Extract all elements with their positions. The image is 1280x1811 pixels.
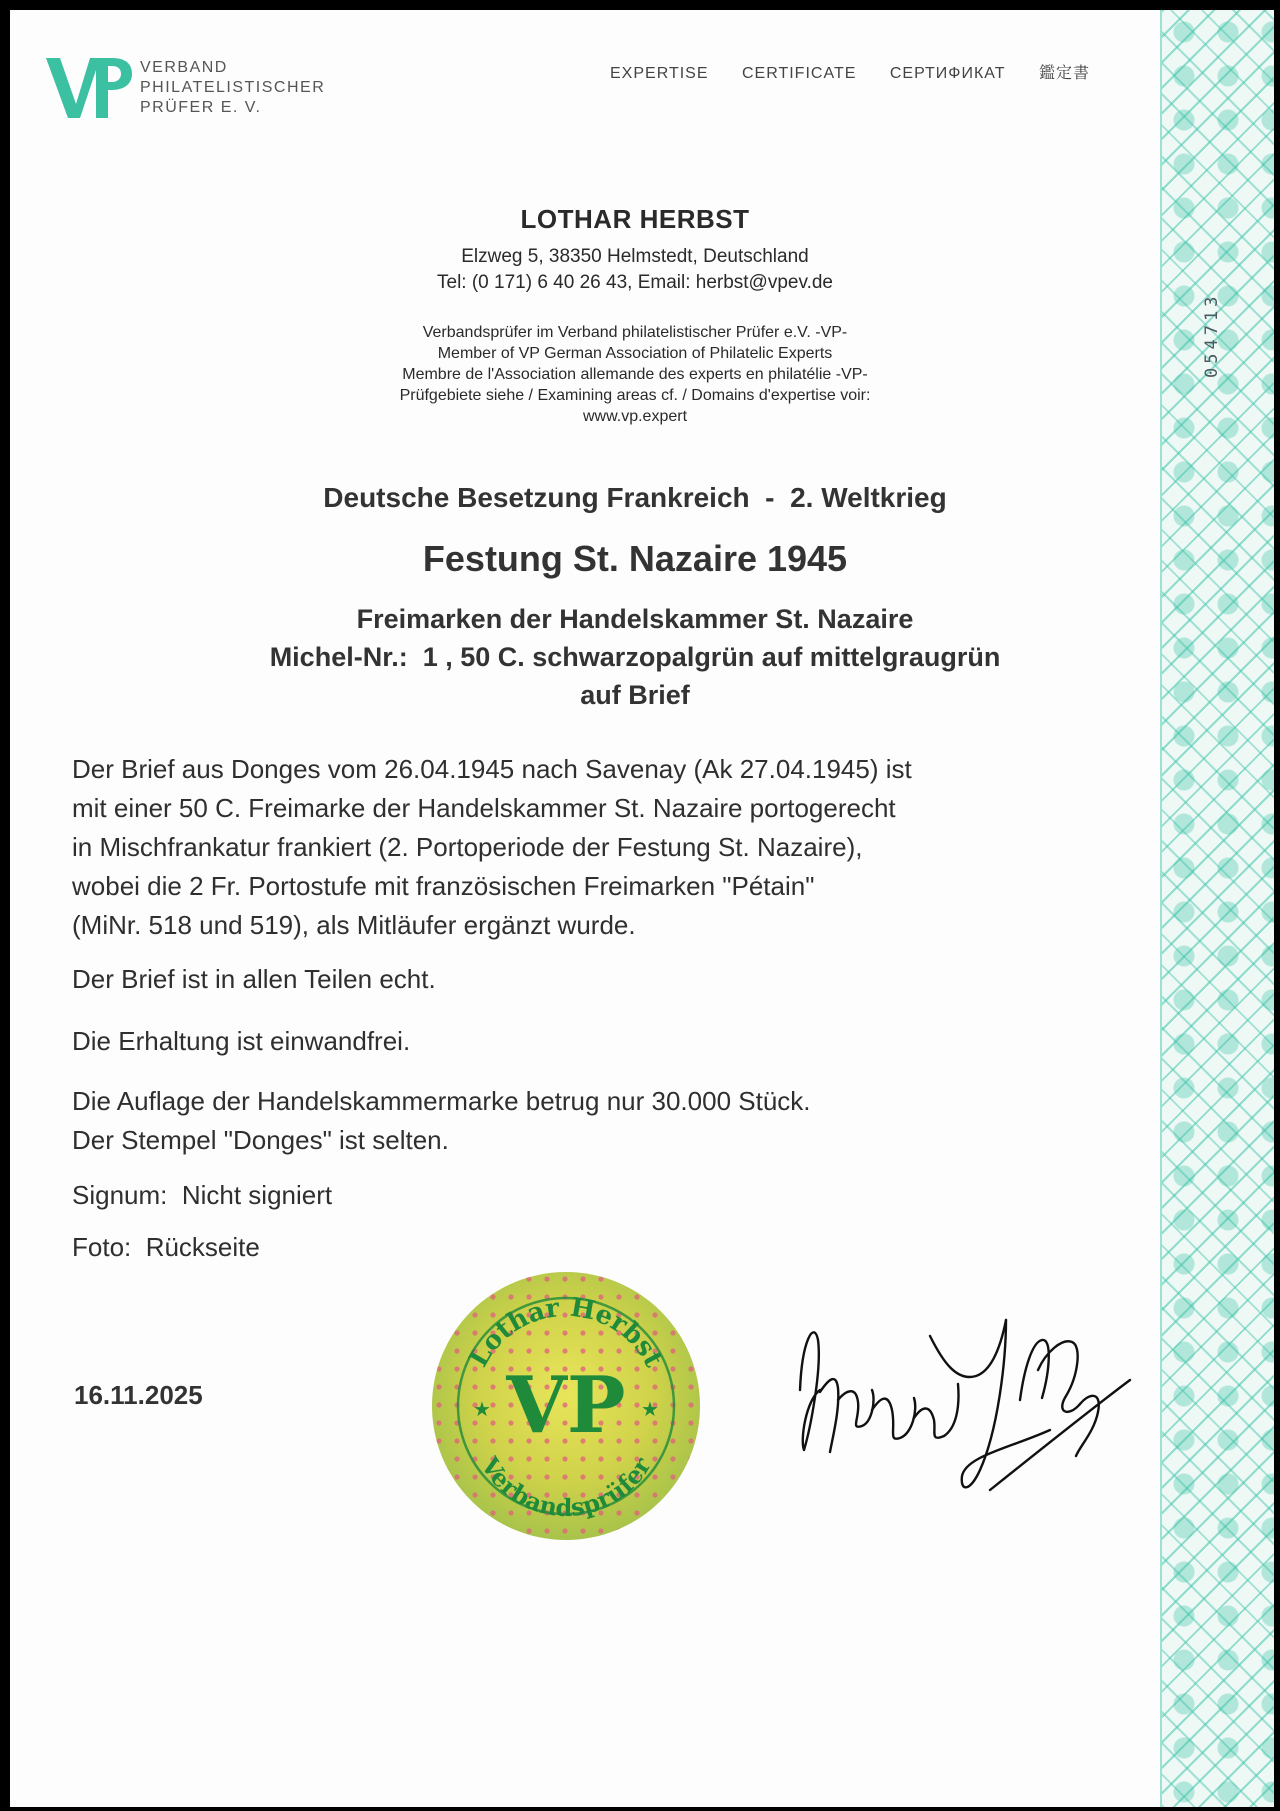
collecting-area: Deutsche Besetzung Frankreich - 2. Weltkrieg	[323, 482, 947, 513]
subtitle-line: Freimarken der Handelskammer St. Nazaire	[356, 604, 914, 634]
title-russian: СЕРТИФИКАТ	[889, 65, 1006, 82]
association-name-line: PRÜFER E. V.	[140, 99, 262, 116]
seal-top-text: Lothar Herbst	[463, 1292, 669, 1373]
note-line: Der Stempel "Donges" ist selten.	[72, 1125, 449, 1155]
certificate-sheet	[10, 10, 1274, 1807]
issue-date: 16.11.2025	[74, 1380, 203, 1410]
membership-block	[20, 322, 1250, 427]
svg-text:★: ★	[641, 1399, 659, 1421]
description-line: wobei die 2 Fr. Portostufe mit französischen Freimarken "Pétain"	[72, 871, 815, 901]
subtitle-line: Michel-Nr.: 1 , 50 C. schwarzopalgrün auf mittelgraugrün	[269, 642, 1001, 672]
expert-contact: Tel: (0 171) 6 40 26 43, Email: herbst@vpev.de	[437, 272, 833, 293]
document-title-row	[610, 60, 1108, 83]
seal-bottom-text: Verbandsprüfer	[475, 1452, 657, 1523]
notes-block	[72, 1082, 811, 1160]
membership-line: Membre de l'Association allemande des experts en philatélie -VP-	[402, 366, 868, 383]
membership-website: www.vp.expert	[582, 408, 688, 425]
vp-logo-icon	[46, 52, 132, 124]
title-expertise: EXPERTISE	[610, 65, 709, 82]
title-japanese: 鑑定書	[1038, 65, 1090, 82]
handwritten-signature	[780, 1280, 1140, 1500]
condition-statement: Die Erhaltung ist einwandfrei.	[72, 1026, 411, 1056]
photo-statement: Foto: Rückseite	[72, 1232, 260, 1262]
association-name	[140, 58, 325, 118]
association-name-line: VERBAND	[140, 59, 228, 76]
expert-name: LOTHAR HERBST	[520, 204, 750, 234]
membership-line: Prüfgebiete siehe / Examining areas cf. / Domains d'expertise voir:	[399, 387, 871, 404]
genuineness-statement: Der Brief ist in allen Teilen echt.	[72, 964, 436, 994]
description-line: (MiNr. 518 und 519), als Mitläufer ergänzt wurde.	[72, 910, 636, 940]
serial-number: 054713	[1202, 292, 1222, 378]
expert-address-block	[20, 244, 1250, 296]
membership-line: Verbandsprüfer im Verband philatelistischer Prüfer e.V. -VP-	[422, 324, 848, 341]
subtitle-line: auf Brief	[580, 680, 690, 710]
association-name-line: PHILATELISTISCHER	[140, 79, 326, 96]
description-line: in Mischfrankatur frankiert (2. Portoperiode der Festung St. Nazaire),	[72, 832, 863, 862]
description-line: Der Brief aus Donges vom 26.04.1945 nach Savenay (Ak 27.04.1945) ist	[72, 754, 912, 784]
item-description-heading	[20, 600, 1250, 714]
hologram-seal	[430, 1270, 702, 1542]
membership-line: Member of VP German Association of Philatelic Experts	[437, 345, 833, 362]
expert-address: Elzweg 5, 38350 Helmstedt, Deutschland	[461, 246, 809, 267]
description-paragraph	[72, 750, 912, 945]
signum-statement: Signum: Nicht signiert	[72, 1180, 333, 1210]
note-line: Die Auflage der Handelskammermarke betrug nur 30.000 Stück.	[72, 1086, 811, 1116]
description-line: mit einer 50 C. Freimarke der Handelskammer St. Nazaire portogerecht	[72, 793, 896, 823]
seal-center-text: VP	[506, 1360, 626, 1451]
title-certificate: CERTIFICATE	[741, 65, 857, 82]
svg-text:★: ★	[473, 1399, 491, 1421]
issue-title: Festung St. Nazaire 1945	[422, 538, 848, 579]
